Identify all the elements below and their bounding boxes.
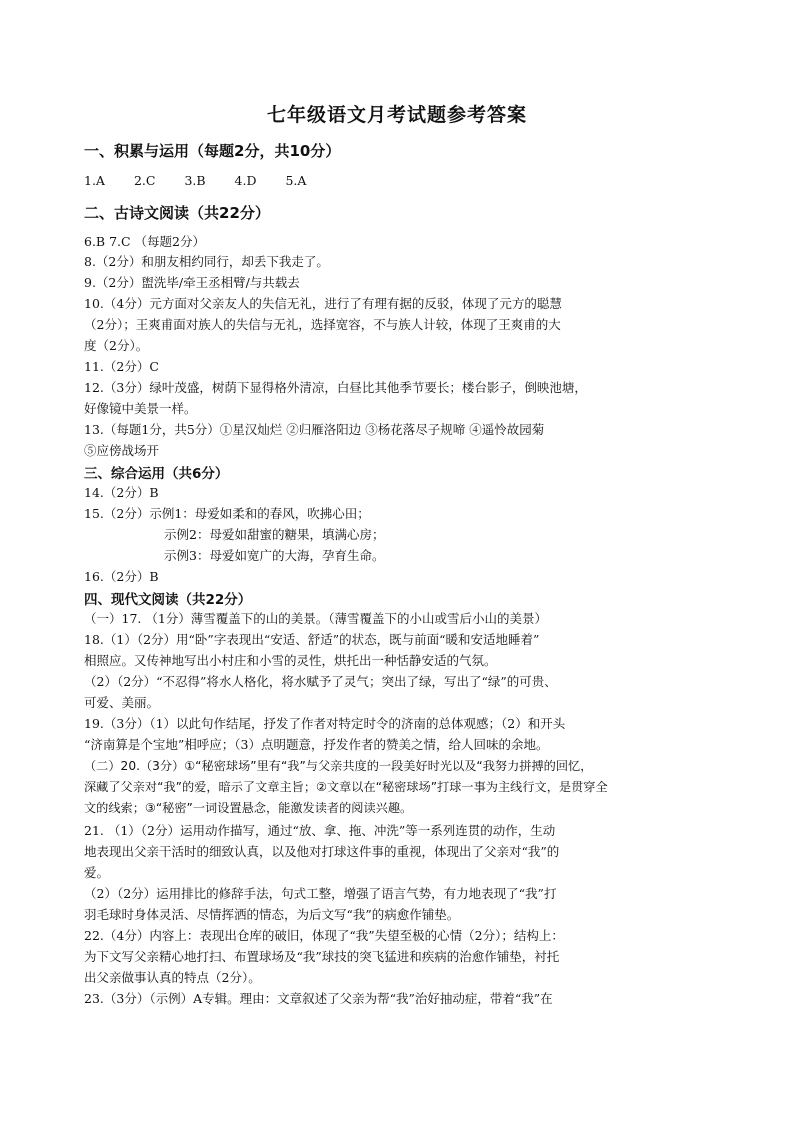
answer-15-line-1: 15.（2分）示例1：母爱如柔和的春风，吹拂心田； [84,506,370,521]
answer-22-line-3: 出父亲做事认真的特点（2分）。 [84,970,261,985]
page-title: 七年级语文月考试题参考答案 [266,104,527,126]
answer-11: 11.（2分）C [84,359,159,374]
answer-5: 5.A [285,173,307,188]
answer-8: 8.（2分）和朋友相约同行，却丢下我走了。 [84,254,329,269]
answer-13-line-2: ⑤应傍战场开 [84,443,160,458]
answer-18-line-3: （2）（2分）“不忍得”将水人格化，将水赋予了灵气；突出了绿，写出了“绿”的可贵、 [84,674,557,689]
answer-19-line-1: 19.（3分）（1）以此句作结尾，抒发了作者对特定时令的济南的总体观感；（2）和开头 [84,716,566,731]
answer-22-line-2: 为下文写父亲精心地打扫、布置球场及“我”球技的突飞猛进和疾病的治愈作铺垫，衬托 [84,949,560,964]
section-1-answers [84,172,712,190]
answer-10-line-1: 10.（4分）元方面对父亲友人的失信无礼，进行了有理有据的反驳，体现了元方的聪慧 [84,296,562,311]
answer-6-7: 6.B 7.C （每题2分） [84,234,206,249]
answer-10-line-2: （2分）；王爽甫面对族人的失信与无礼，选择宽容，不与族人计较，体现了王爽甫的大 [84,317,561,332]
answer-2: 2.C [133,173,156,188]
answer-16: 16.（2分）B [84,569,159,584]
answer-4: 4.D [234,173,257,188]
section-3-heading: 三、综合运用（共6分） [84,466,229,482]
answer-19-line-2: “济南算是个宝地”相呼应；（3）点明题意，抒发作者的赞美之情，给人回味的余地。 [84,737,549,752]
answer-17: （一）17. （1分）薄雪覆盖下的山的美景。（薄雪覆盖下的小山或雪后小山的美景） [84,611,548,626]
answer-18-line-2: 相照应。又传神地写出小村庄和小雪的灵性，烘托出一种恬静安适的气氛。 [84,653,497,668]
answer-12-line-2: 好像镜中美景一样。 [84,401,197,416]
section-4-heading: 四、现代文阅读（共22分） [84,592,252,608]
answer-14: 14.（2分）B [84,485,159,500]
answer-9: 9.（2分）盥洗毕/牵王丞相臂/与共载去 [84,275,300,290]
section-2-heading: 二、古诗文阅读（共22分） [84,204,270,222]
answer-21-line-2: 地表现出父亲干活时的细致认真，以及他对打球这件事的重视，体现出了父亲对“我”的 [84,844,560,859]
answer-10-line-3: 度（2分）。 [84,338,149,353]
answer-22-line-1: 22.（4分）内容上：表现出仓库的破旧，体现了“我”失望至极的心情（2分）；结构上： [84,928,564,943]
answer-21-line-1: 21. （1）（2分）运用动作描写，通过“放、拿、拖、冲洗”等一系列连贯的动作，生动 [84,823,556,838]
answer-15-line-3: 示例3：母爱如宽广的大海，孕育生命。 [164,548,385,563]
answer-21-line-5: 羽毛球时身体灵活、尽情挥洒的情态，为后文写“我”的病愈作铺垫。 [84,907,460,922]
answer-20-line-3: 文的线索；③“秘密”一词设置悬念，能激发读者的阅读兴趣。 [84,801,413,815]
answer-12-line-1: 12.（3分）绿叶茂盛，树荫下显得格外清凉，白昼比其他季节要长；楼台影子，倒映池塘， [84,380,587,395]
answer-18-line-1: 18.（1）（2分）用“卧”字表现出“安适、舒适”的状态，既与前面“暖和安适地睡着” [84,632,540,647]
answer-20-line-2: 深藏了父亲对“我”的爱，暗示了文章主旨；②文章以在“秘密球场”打球一事为主线行文，是贯穿全 [84,780,608,794]
answer-18-line-4: 可爱、美丽。 [84,695,160,710]
answer-13-line-1: 13.（每题1分，共5分）①星汉灿烂 ②归雁洛阳边 ③杨花落尽子规啼 ④遥怜故园菊 [84,422,545,437]
answer-23-line-1: 23.（3分）（示例）A专辑。理由：文章叙述了父亲为帮“我”治好抽动症，带着“我”在 [84,991,553,1006]
answer-3: 3.B [184,173,206,188]
answer-21-line-4: （2）（2分）运用排比的修辞手法，句式工整，增强了语言气势，有力地表现了“我”打 [84,886,557,901]
answer-1: 1.A [84,173,105,188]
answer-20-line-1: （二）20.（3分）①“秘密球场”里有“我”与父亲共度的一段美好时光以及“我努力拼搏的回忆， [84,759,593,773]
section-1-heading: 一、积累与运用（每题2分，共10分） [84,142,341,160]
answer-21-line-3: 爱。 [84,865,110,880]
answer-15-line-2: 示例2：母爱如甜蜜的糖果，填满心房； [164,527,385,542]
